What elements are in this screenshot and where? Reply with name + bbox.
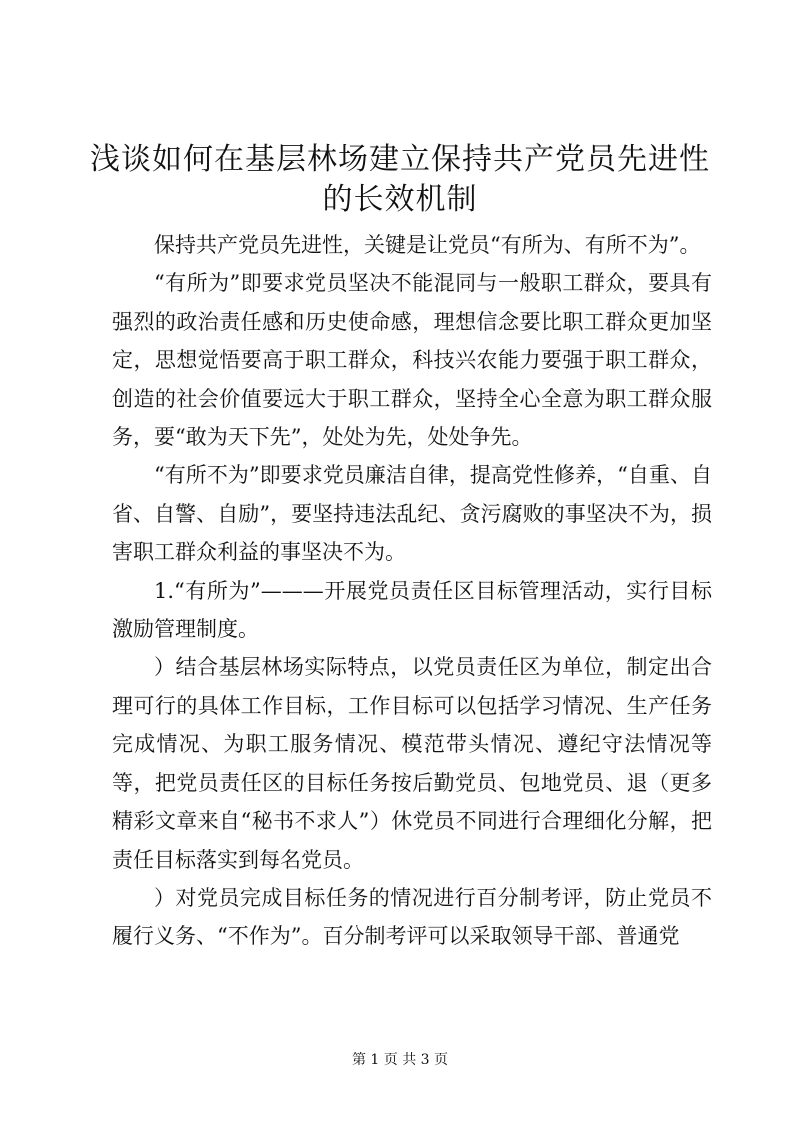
paragraph-section-1-heading: 1.“有所为”———开展党员责任区目标管理活动，实行目标激励管理制度。 — [112, 578, 712, 642]
document-title — [80, 140, 720, 220]
paragraph-assessment: ）对党员完成目标任务的情况进行百分制考评，防止党员不履行义务、“不作为”。百分制考评可以采取领导干部、普通党 — [112, 885, 712, 949]
title-line-2: 的长效机制 — [322, 182, 478, 217]
paragraph-target-setting: ）结合基层林场实际特点，以党员责任区为单位，制定出合理可行的具体工作目标，工作目标可以包括学习情况、生产任务完成情况、为职工服务情况、模范带头情况、遵纪守法情况等等，把党员责任区的目标任务按后勤党员、包地党员、退（更多精彩文章来自“秘书不求人”）休党员不同进行合理细化分解，把责任目标落实到每名党员。 — [112, 655, 712, 872]
paragraph-intro: 保持共产党员先进性，关键是让党员“有所为、有所不为”。 — [154, 233, 701, 257]
page-footer: 第 1 页 共 3 页 — [351, 1052, 449, 1068]
title-line-1: 浅谈如何在基层林场建立保持共产党员先进性 — [90, 142, 710, 177]
document-body — [112, 226, 712, 956]
paragraph-you-suo-bu-wei: “有所不为”即要求党员廉洁自律，提高党性修养，“自重、自省、自警、自励”，要坚持违法乱纪、贪污腐败的事坚决不为，损害职工群众利益的事坚决不为。 — [112, 463, 712, 565]
paragraph-you-suo-wei: “有所为”即要求党员坚决不能混同与一般职工群众，要具有强烈的政治责任感和历史使命感，理想信念要比职工群众更加坚定，思想觉悟要高于职工群众，科技兴农能力要强于职工群众，创造的社会价值要远大于职工群众，坚持全心全意为职工群众服务，要“敢为天下先”，处处为先，处处争先。 — [112, 271, 712, 450]
